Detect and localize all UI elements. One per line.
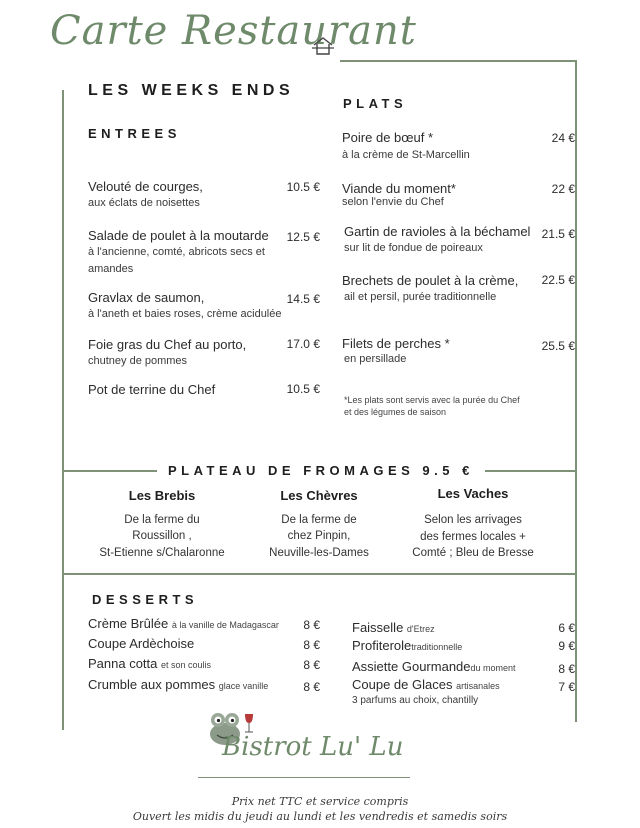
entree-price: 17.0 € [286, 337, 320, 351]
cheese-name: Les Chèvres [280, 488, 358, 503]
cheese-name: Les Vaches [437, 486, 509, 501]
entree-price: 10.5 € [286, 382, 320, 396]
cheese-origin: De la ferme du [124, 514, 200, 526]
plat-name: Brechets de poulet à la crème, [342, 273, 519, 288]
dessert-name: Profiterole [352, 638, 412, 653]
cheese-origin: Neuville-les-Dames [269, 547, 369, 559]
entree-desc: à l'ancienne, comté, abricots secs et [88, 246, 265, 258]
entree-name: Gravlax de saumon, [88, 290, 205, 305]
frame-left-line [62, 90, 64, 730]
dessert-detail: du moment [470, 663, 516, 673]
cheese-origin: De la ferme de [281, 514, 357, 526]
footer-price-note: Prix net TTC et service compris [231, 795, 409, 808]
entrees-heading: ENTREES [88, 126, 181, 141]
dessert-extra: 3 parfums au choix, chantilly [352, 695, 479, 706]
cheese-origin: Comté ; Bleu de Bresse [412, 547, 534, 559]
fromages-line-right [485, 470, 577, 472]
restaurant-title: Carte Restaurant [50, 8, 417, 54]
plat-price: 24 € [551, 131, 575, 145]
dessert-price: 8 € [303, 618, 320, 632]
dessert-name: Crème Brûlée [88, 616, 169, 631]
dessert-item [352, 677, 500, 692]
dessert-name: Crumble aux pommes [88, 677, 216, 692]
dessert-item [88, 636, 194, 651]
plat-name: Filets de perches * [342, 336, 450, 351]
entree-price: 14.5 € [286, 292, 320, 306]
dessert-price: 7 € [558, 680, 575, 694]
footer-opening-hours: Ouvert les midis du jeudi au lundi et les vendredis et samedis soirs [132, 810, 508, 823]
dessert-name: Panna cotta [88, 656, 158, 671]
dessert-price: 8 € [303, 680, 320, 694]
plat-desc: en persillade [344, 353, 407, 365]
entree-price: 10.5 € [286, 180, 320, 194]
fromages-line-left [62, 470, 157, 472]
cheese-origin: chez Pinpin, [287, 530, 351, 542]
dessert-detail: traditionnelle [411, 642, 463, 652]
cheese-origin: des fermes locales + [420, 531, 526, 543]
plats-note: *Les plats sont servis avec la purée du Chef [344, 395, 520, 405]
dessert-detail: d'Etrez [406, 624, 435, 634]
desserts-divider [62, 573, 577, 575]
entree-desc: aux éclats de noisettes [88, 197, 200, 209]
plat-price: 25.5 € [541, 339, 575, 353]
plats-note: et des légumes de saison [344, 407, 447, 417]
desserts-heading: DESSERTS [92, 592, 199, 607]
dessert-item [352, 638, 462, 653]
entree-name: Foie gras du Chef au porto, [88, 337, 247, 352]
entree-desc: à l'aneth et baies roses, crème acidulée [88, 308, 282, 320]
entree-price: 12.5 € [286, 230, 320, 244]
entree-desc: amandes [88, 263, 134, 275]
plat-name: Gartin de ravioles à la béchamel [344, 224, 531, 239]
frame-top-line [340, 60, 577, 62]
entree-desc: chutney de pommes [88, 355, 188, 367]
dessert-detail: artisanales [456, 681, 500, 691]
frame-right-line [575, 60, 577, 722]
bistrot-logo-text: Bistrot Lu' Lu [222, 732, 404, 762]
dessert-item [352, 620, 435, 635]
cheese-origin: St-Etienne s/Chalaronne [99, 547, 225, 559]
entree-name: Velouté de courges, [88, 179, 203, 194]
entree-name: Salade de poulet à la moutarde [88, 228, 269, 243]
dessert-name: Faisselle [352, 620, 404, 635]
cheese-origin: Roussillon , [132, 530, 192, 542]
dessert-item [88, 677, 268, 692]
dessert-price: 8 € [303, 638, 320, 652]
plats-heading: PLATS [343, 96, 408, 111]
plat-desc: ail et persil, purée traditionnelle [344, 291, 497, 303]
dessert-item [352, 659, 516, 674]
plat-price: 22 € [551, 182, 575, 196]
fromages-heading: PLATEAU DE FROMAGES 9.5 € [168, 463, 474, 478]
weekend-heading: LES WEEKS ENDS [88, 82, 295, 99]
dessert-item [88, 656, 211, 671]
plat-name: Poire de bœuf * [342, 130, 434, 145]
dessert-price: 9 € [558, 639, 575, 653]
dessert-detail: à la vanille de Madagascar [171, 620, 279, 630]
dessert-price: 8 € [558, 662, 575, 676]
plat-desc: selon l'envie du Chef [342, 196, 444, 208]
dessert-name: Coupe de Glaces [352, 677, 453, 692]
plat-name: Viande du moment* [342, 181, 456, 196]
plat-price: 21.5 € [541, 227, 575, 241]
plat-desc: sur lit de fondue de poireaux [344, 242, 483, 254]
plat-desc: à la crème de St-Marcellin [342, 149, 470, 161]
dessert-name: Coupe Ardèchoise [88, 636, 195, 651]
dessert-price: 6 € [558, 621, 575, 635]
dessert-price: 8 € [303, 658, 320, 672]
dessert-detail: et son coulis [161, 660, 212, 670]
logo-underline [198, 777, 410, 778]
dessert-name: Assiette Gourmande [352, 659, 471, 674]
cheese-name: Les Brebis [128, 488, 196, 503]
plat-price: 22.5 € [541, 273, 575, 287]
dessert-detail: glace vanille [218, 681, 269, 691]
home-icon [312, 36, 334, 56]
cheese-origin: Selon les arrivages [424, 514, 522, 526]
entree-name: Pot de terrine du Chef [88, 382, 216, 397]
dessert-item [88, 616, 279, 631]
